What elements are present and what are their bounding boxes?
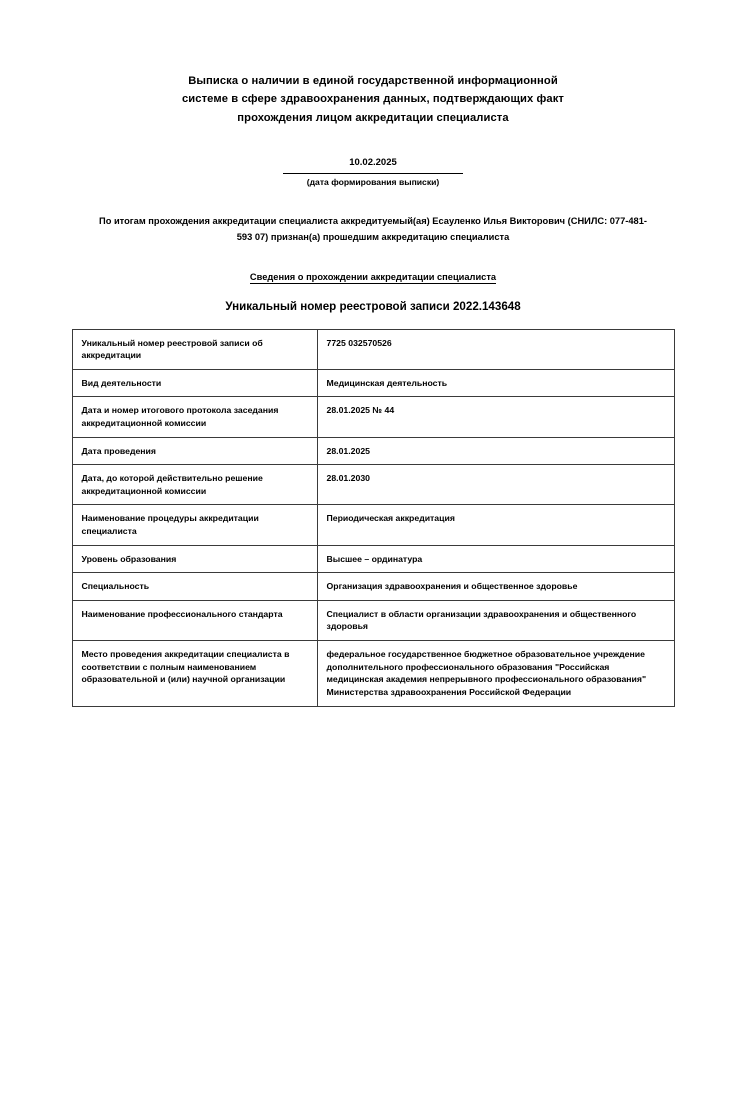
formation-date-value: 10.02.2025 — [283, 157, 463, 173]
table-cell-value: Медицинская деятельность — [317, 369, 674, 397]
document-page — [0, 72, 746, 1101]
table-cell-label: Уровень образования — [72, 545, 317, 573]
table-row — [72, 437, 674, 465]
table-cell-label: Дата и номер итогового протокола заседания аккредитационной комиссии — [72, 397, 317, 437]
table-row — [72, 369, 674, 397]
table-cell-label: Дата, до которой действительно решение аккредитационной комиссии — [72, 465, 317, 505]
table-row — [72, 573, 674, 601]
table-cell-label: Дата проведения — [72, 437, 317, 465]
table-row — [72, 397, 674, 437]
table-cell-value: 28.01.2030 — [317, 465, 674, 505]
table-cell-value: Высшее – ординатура — [317, 545, 674, 573]
table-cell-value: Специалист в области организации здравоохранения и общественного здоровья — [317, 600, 674, 640]
table-row — [72, 600, 674, 640]
accreditation-statement-line-1: По итогам прохождения аккредитации специалиста аккредитуемый(ая) Есауленко Илья Викторович (СНИЛС: 077-481- — [99, 215, 647, 226]
registry-record-number: Уникальный номер реестровой записи 2022.143648 — [225, 299, 521, 313]
table-cell-label: Вид деятельности — [72, 369, 317, 397]
table-cell-label: Специальность — [72, 573, 317, 601]
table-cell-value: 7725 032570526 — [317, 329, 674, 369]
section-heading-text: Сведения о прохождении аккредитации специалиста — [249, 271, 497, 282]
table-cell-label: Уникальный номер реестровой записи об аккредитации — [72, 329, 317, 369]
page-title-line-2: системе в сфере здравоохранения данных, подтверждающих факт — [181, 93, 565, 106]
table-row — [72, 505, 674, 545]
table-row — [72, 545, 674, 573]
accreditation-statement-line-2: 593 07) признан(а) прошедшим аккредитацию специалиста — [236, 231, 510, 242]
accreditation-statement — [90, 214, 656, 246]
table-cell-value: федеральное государственное бюджетное образовательное учреждение дополнительного профессионального образования "Российская медицинская академия непрерывного профессионального образования" Министерства здравоохранения Российской Федерации — [317, 641, 674, 706]
table-cell-value: Периодическая аккредитация — [317, 505, 674, 545]
table-cell-label: Наименование профессионального стандарта — [72, 600, 317, 640]
table-cell-label: Наименование процедуры аккредитации специалиста — [72, 505, 317, 545]
table-cell-value: 28.01.2025 — [317, 437, 674, 465]
formation-date-caption: (дата формирования выписки) — [306, 176, 440, 187]
page-title-line-3: прохождения лицом аккредитации специалиста — [237, 111, 509, 124]
accreditation-info-table — [72, 329, 675, 707]
page-title — [158, 72, 588, 127]
formation-date-block — [283, 157, 463, 188]
table-cell-value: 28.01.2025 № 44 — [317, 397, 674, 437]
table-row — [72, 641, 674, 706]
section-heading — [90, 272, 656, 282]
table-row — [72, 329, 674, 369]
table-cell-value: Организация здравоохранения и общественное здоровье — [317, 573, 674, 601]
table-row — [72, 465, 674, 505]
table-cell-label: Место проведения аккредитации специалиста в соответствии с полным наименованием образовательной и (или) научной организации — [72, 641, 317, 706]
page-title-line-1: Выписка о наличии в единой государственной информационной — [188, 75, 558, 87]
